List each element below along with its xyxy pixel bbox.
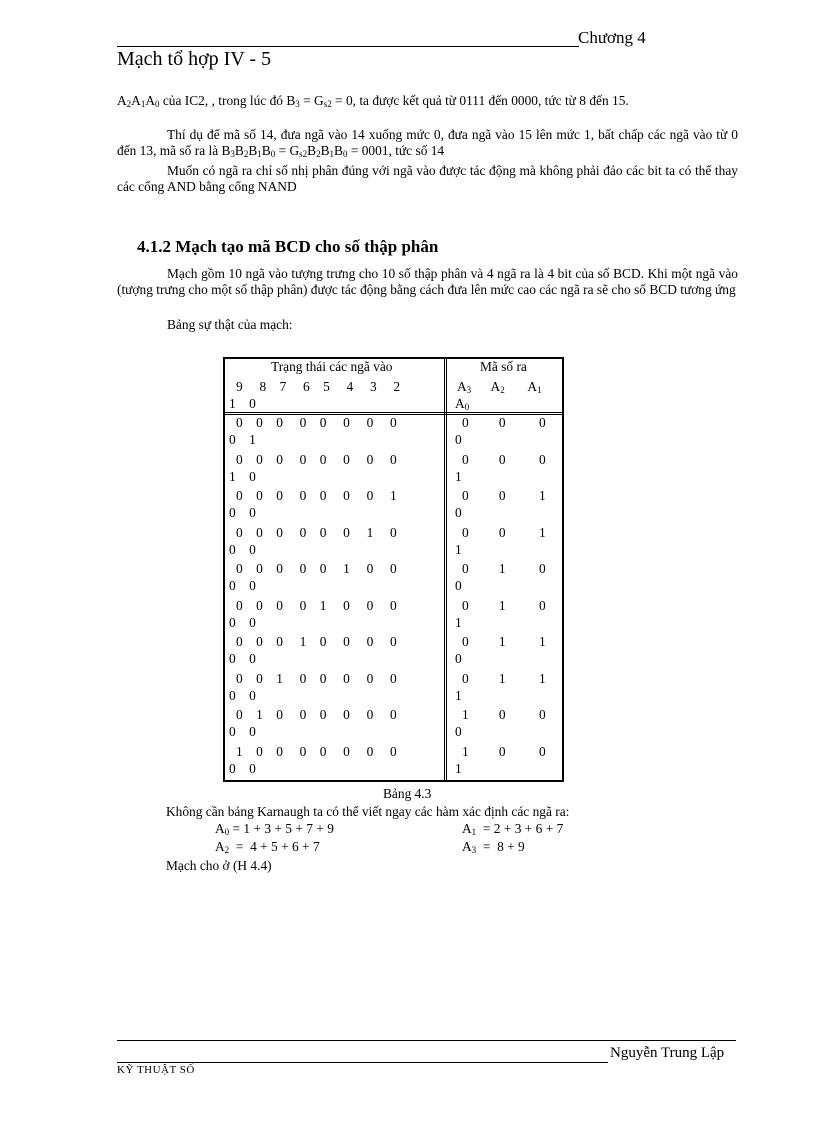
table-row-outputs: 0 1 0	[462, 561, 546, 576]
equation-a2: $A_2 = 4 + 5 + 6 + 7$	[215, 839, 320, 855]
table-row-outputs-wrap: 1	[455, 760, 462, 776]
table-output-columns: $A_3$ $A_2$ $A_1$	[457, 379, 542, 395]
table-output-columns-wrap: $A_0$	[455, 396, 470, 412]
header-rule	[117, 46, 579, 47]
equation-a1: $A_1 = 2 + 3 + 6 + 7$	[462, 821, 564, 837]
table-row-outputs: 0 1 0	[462, 597, 546, 613]
table-row-outputs-wrap: 1	[455, 687, 462, 703]
table-row-inputs: 0 0 0 1 0 0 0 0	[226, 634, 397, 649]
table-inputs-header: Trạng thái các ngã vào	[271, 359, 393, 374]
after-paragraph-1: Không cần bảng Karnaugh ta có thể viết ngay các hàm xác định các ngã ra:	[166, 804, 570, 819]
table-row-outputs-wrap: 0	[455, 724, 462, 739]
table-input-columns-wrap: 1 0	[229, 396, 256, 411]
table-row-inputs: 0 0 0 0 0 0 0 0	[226, 415, 397, 430]
equation-a3: $A_3 = 8 + 9$	[462, 839, 525, 855]
table-row-inputs: 0 0 0 0 0 0 1 0	[226, 524, 397, 540]
table-caption: Bảng 4.3	[383, 786, 432, 801]
table-outputs-header: Mã số ra	[480, 359, 527, 374]
table-row-outputs: 0 1 1	[462, 670, 546, 686]
table-row-inputs: 1 0 0 0 0 0 0 0	[226, 743, 397, 759]
intro-paragraph-3: Muốn có ngã ra chỉ số nhị phân đúng với ngã vào được tác động mà không phải đảo các bit ta có thể thay các cổng AND bằng cổng NAND	[117, 163, 738, 194]
table-row-inputs: 0 0 0 0 0 0 0 1	[226, 488, 397, 503]
table-column-divider	[444, 357, 447, 782]
table-row-inputs-wrap: 1 0	[229, 468, 256, 484]
chapter-label: Chương 4	[578, 28, 646, 47]
table-row-outputs-wrap: 1	[455, 541, 462, 557]
table-row-inputs: 0 0 1 0 0 0 0 0	[226, 670, 397, 686]
table-row-outputs-wrap: 1	[455, 614, 462, 630]
table-row-outputs: 0 0 1	[462, 488, 546, 503]
section-heading: 4.1.2 Mạch tạo mã BCD cho số thập phân	[137, 237, 439, 256]
table-row-inputs-wrap: 0 0	[229, 541, 256, 557]
page-title: Mạch tổ hợp IV - 5	[117, 48, 272, 70]
table-row-inputs-wrap: 0 0	[229, 651, 256, 666]
table-row-inputs-wrap: 0 1	[229, 432, 256, 447]
table-row-outputs: 0 0 1	[462, 524, 546, 540]
section-paragraph-1: Mạch gồm 10 ngã vào tượng trưng cho 10 số thập phân và 4 ngã ra là 4 bit của số BCD. Khi một ngã vào (tượng trưng cho một số thập phân) được tác động bằng cách đưa lên mức cao các ngã ra sẽ cho số BCD tương ứng	[117, 266, 738, 297]
table-row-outputs-wrap: 1	[455, 468, 462, 484]
footer-author: Nguyễn Trung Lập	[610, 1045, 725, 1061]
table-row-inputs-wrap: 0 0	[229, 505, 256, 520]
table-row-inputs-wrap: 0 0	[229, 724, 256, 739]
table-row-outputs: 0 0 0	[462, 415, 546, 430]
table-row-outputs: 0 0 0	[462, 451, 546, 467]
section-paragraph-2: Bảng sự thật của mạch:	[167, 317, 293, 332]
table-row-outputs-wrap: 0	[455, 651, 462, 666]
intro-paragraph-1: $A_2A_1A_0$ của IC2, , trong lúc đó $B_3 = G_{s2} = 0$, ta được kết quả từ 0111 đến 0000, tức từ 8 đến 15.	[117, 93, 629, 109]
intro-paragraph-2: Thí dụ để mã số 14, đưa ngã vào 14 xuống mức 0, đưa ngã vào 15 lên mức 1, bất chấp các ngã vào từ 0 đến 13, mã số ra là $B_3B_2B_1B_0 = G_{s2}B_2B_1B_0 = 0001$, tức số 14	[117, 127, 738, 159]
table-row-inputs-wrap: 0 0	[229, 614, 256, 630]
table-row-inputs: 0 0 0 0 0 1 0 0	[226, 561, 397, 576]
equation-a0: $A_0 = 1 + 3 + 5 + 7 + 9$	[215, 821, 334, 837]
table-row-inputs-wrap: 0 0	[229, 760, 256, 776]
table-row-outputs: 1 0 0	[462, 743, 546, 759]
table-row-inputs-wrap: 0 0	[229, 578, 256, 593]
table-row-outputs-wrap: 0	[455, 578, 462, 593]
footer-rule-1	[117, 1040, 736, 1041]
table-row-outputs: 1 0 0	[462, 707, 546, 722]
table-row-inputs: 0 1 0 0 0 0 0 0	[226, 707, 397, 722]
table-row-inputs: 0 0 0 0 0 0 0 0	[226, 451, 397, 467]
table-row-outputs-wrap: 0	[455, 432, 462, 447]
footer-book-title: KỸ THUẬT SỐ	[117, 1064, 195, 1076]
table-row-outputs-wrap: 0	[455, 505, 462, 520]
table-row-inputs: 0 0 0 0 1 0 0 0	[226, 597, 397, 613]
after-paragraph-2: Mạch cho ở (H 4.4)	[166, 858, 272, 873]
footer-rule-2	[117, 1062, 608, 1063]
table-row-inputs-wrap: 0 0	[229, 687, 256, 703]
table-input-columns: 9 8 7 6 5 4 3 2	[226, 379, 401, 394]
table-row-outputs: 0 1 1	[462, 634, 546, 649]
